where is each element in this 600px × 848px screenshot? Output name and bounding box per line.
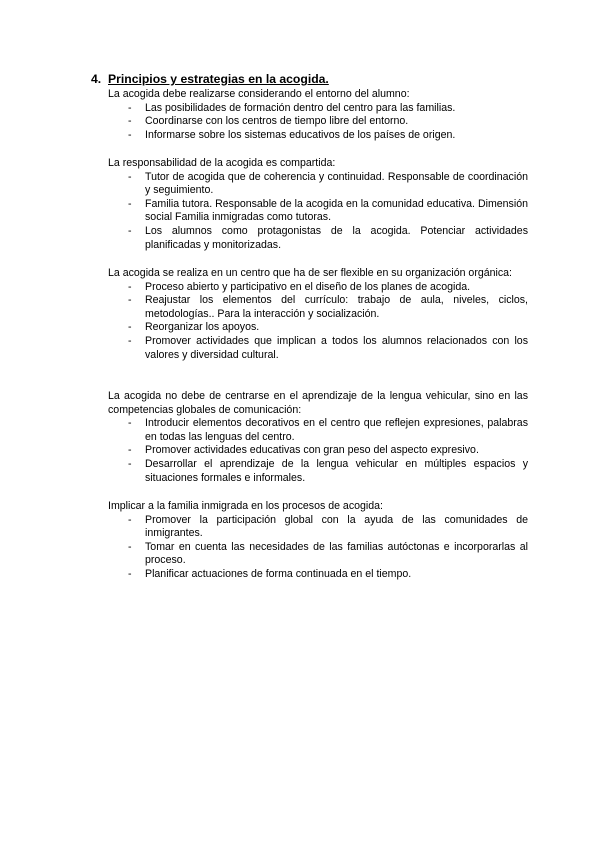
dash-bullet: -: [128, 101, 132, 114]
list-item: - Reajustar los elementos del currículo: trabajo de aula, niveles, ciclos, metodologías.. Para la interacción y socialización.: [128, 294, 528, 320]
list-item: - Familia tutora. Responsable de la acogida en la comunidad educativa. Dimensión social Familia inmigradas como tutoras.: [128, 197, 528, 224]
dash-bullet: -: [128, 115, 132, 128]
bullet-list: [108, 171, 528, 253]
list-item: - Desarrollar el aprendizaje de la lengua vehicular en múltiples espacios y situaciones formales e informales.: [128, 457, 528, 484]
bullet-list: [108, 417, 528, 485]
paragraph-intro: La acogida no debe de centrarse en el aprendizaje de la lengua vehicular, sino en las competencias globales de comunicación:: [108, 390, 528, 416]
list-item: - Reorganizar los apoyos.: [128, 321, 260, 334]
dash-bullet: -: [128, 170, 132, 183]
section-number: 4.: [91, 72, 102, 86]
list-item: - Promover actividades educativas con gran peso del aspecto expresivo.: [128, 444, 479, 457]
paragraph-intro: La responsabilidad de la acogida es compartida:: [108, 157, 336, 169]
paragraph-lengua-vehicular: [108, 390, 528, 485]
dash-bullet: -: [128, 513, 132, 526]
dash-bullet: -: [128, 417, 132, 430]
list-item: - Promover actividades que implican a todos los alumnos relacionados con los valores y diversidad cultural.: [128, 334, 528, 361]
paragraph-responsabilidad: [108, 157, 528, 252]
list-item: - Informarse sobre los sistemas educativos de los países de origen.: [128, 128, 456, 141]
paragraph-centro-flexible: [108, 267, 528, 362]
list-item: - Introducir elementos decorativos en el centro que reflejen expresiones, palabras en todas las lenguas del centro.: [128, 417, 528, 443]
paragraph-intro: La acogida debe realizarse considerando el entorno del alumno:: [108, 88, 410, 100]
paragraph-intro: Implicar a la familia inmigrada en los procesos de acogida:: [108, 500, 383, 512]
dash-bullet: -: [128, 444, 132, 457]
dash-bullet: -: [128, 197, 132, 210]
dash-bullet: -: [128, 294, 132, 307]
dash-bullet: -: [128, 334, 132, 347]
dash-bullet: -: [128, 224, 132, 237]
dash-bullet: -: [128, 540, 132, 553]
list-item: - Los alumnos como protagonistas de la acogida. Potenciar actividades planificadas y monitorizadas.: [128, 224, 528, 251]
dash-bullet: -: [128, 128, 132, 141]
dash-bullet: -: [128, 280, 132, 293]
paragraph-intro: La acogida se realiza en un centro que ha de ser flexible en su organización orgánica:: [108, 267, 513, 279]
dash-bullet: -: [128, 567, 132, 580]
list-item: - Tutor de acogida que de coherencia y continuidad. Responsable de coordinación y seguimiento.: [128, 170, 528, 197]
section-title: Principios y estrategias en la acogida.: [108, 72, 329, 86]
dash-bullet: -: [128, 457, 132, 470]
list-item: - Tomar en cuenta las necesidades de las familias autóctonas e incorporarlas al proceso.: [128, 540, 528, 567]
dash-bullet: -: [128, 321, 132, 334]
list-item: - Promover la participación global con la ayuda de las comunidades de inmigrantes.: [128, 513, 528, 540]
paragraph-familia-inmigrada: [108, 500, 528, 582]
list-item: - Las posibilidades de formación dentro del centro para las familias.: [128, 101, 456, 114]
paragraph-entorno: [108, 88, 528, 142]
list-item: - Proceso abierto y participativo en el diseño de los planes de acogida.: [128, 280, 471, 293]
list-item: - Planificar actuaciones de forma continuada en el tiempo.: [128, 567, 412, 580]
bullet-list: [108, 281, 528, 363]
bullet-list: [108, 102, 528, 143]
list-item: - Coordinarse con los centros de tiempo libre del entorno.: [128, 115, 409, 128]
section-heading: [91, 72, 329, 87]
bullet-list: [108, 514, 528, 582]
